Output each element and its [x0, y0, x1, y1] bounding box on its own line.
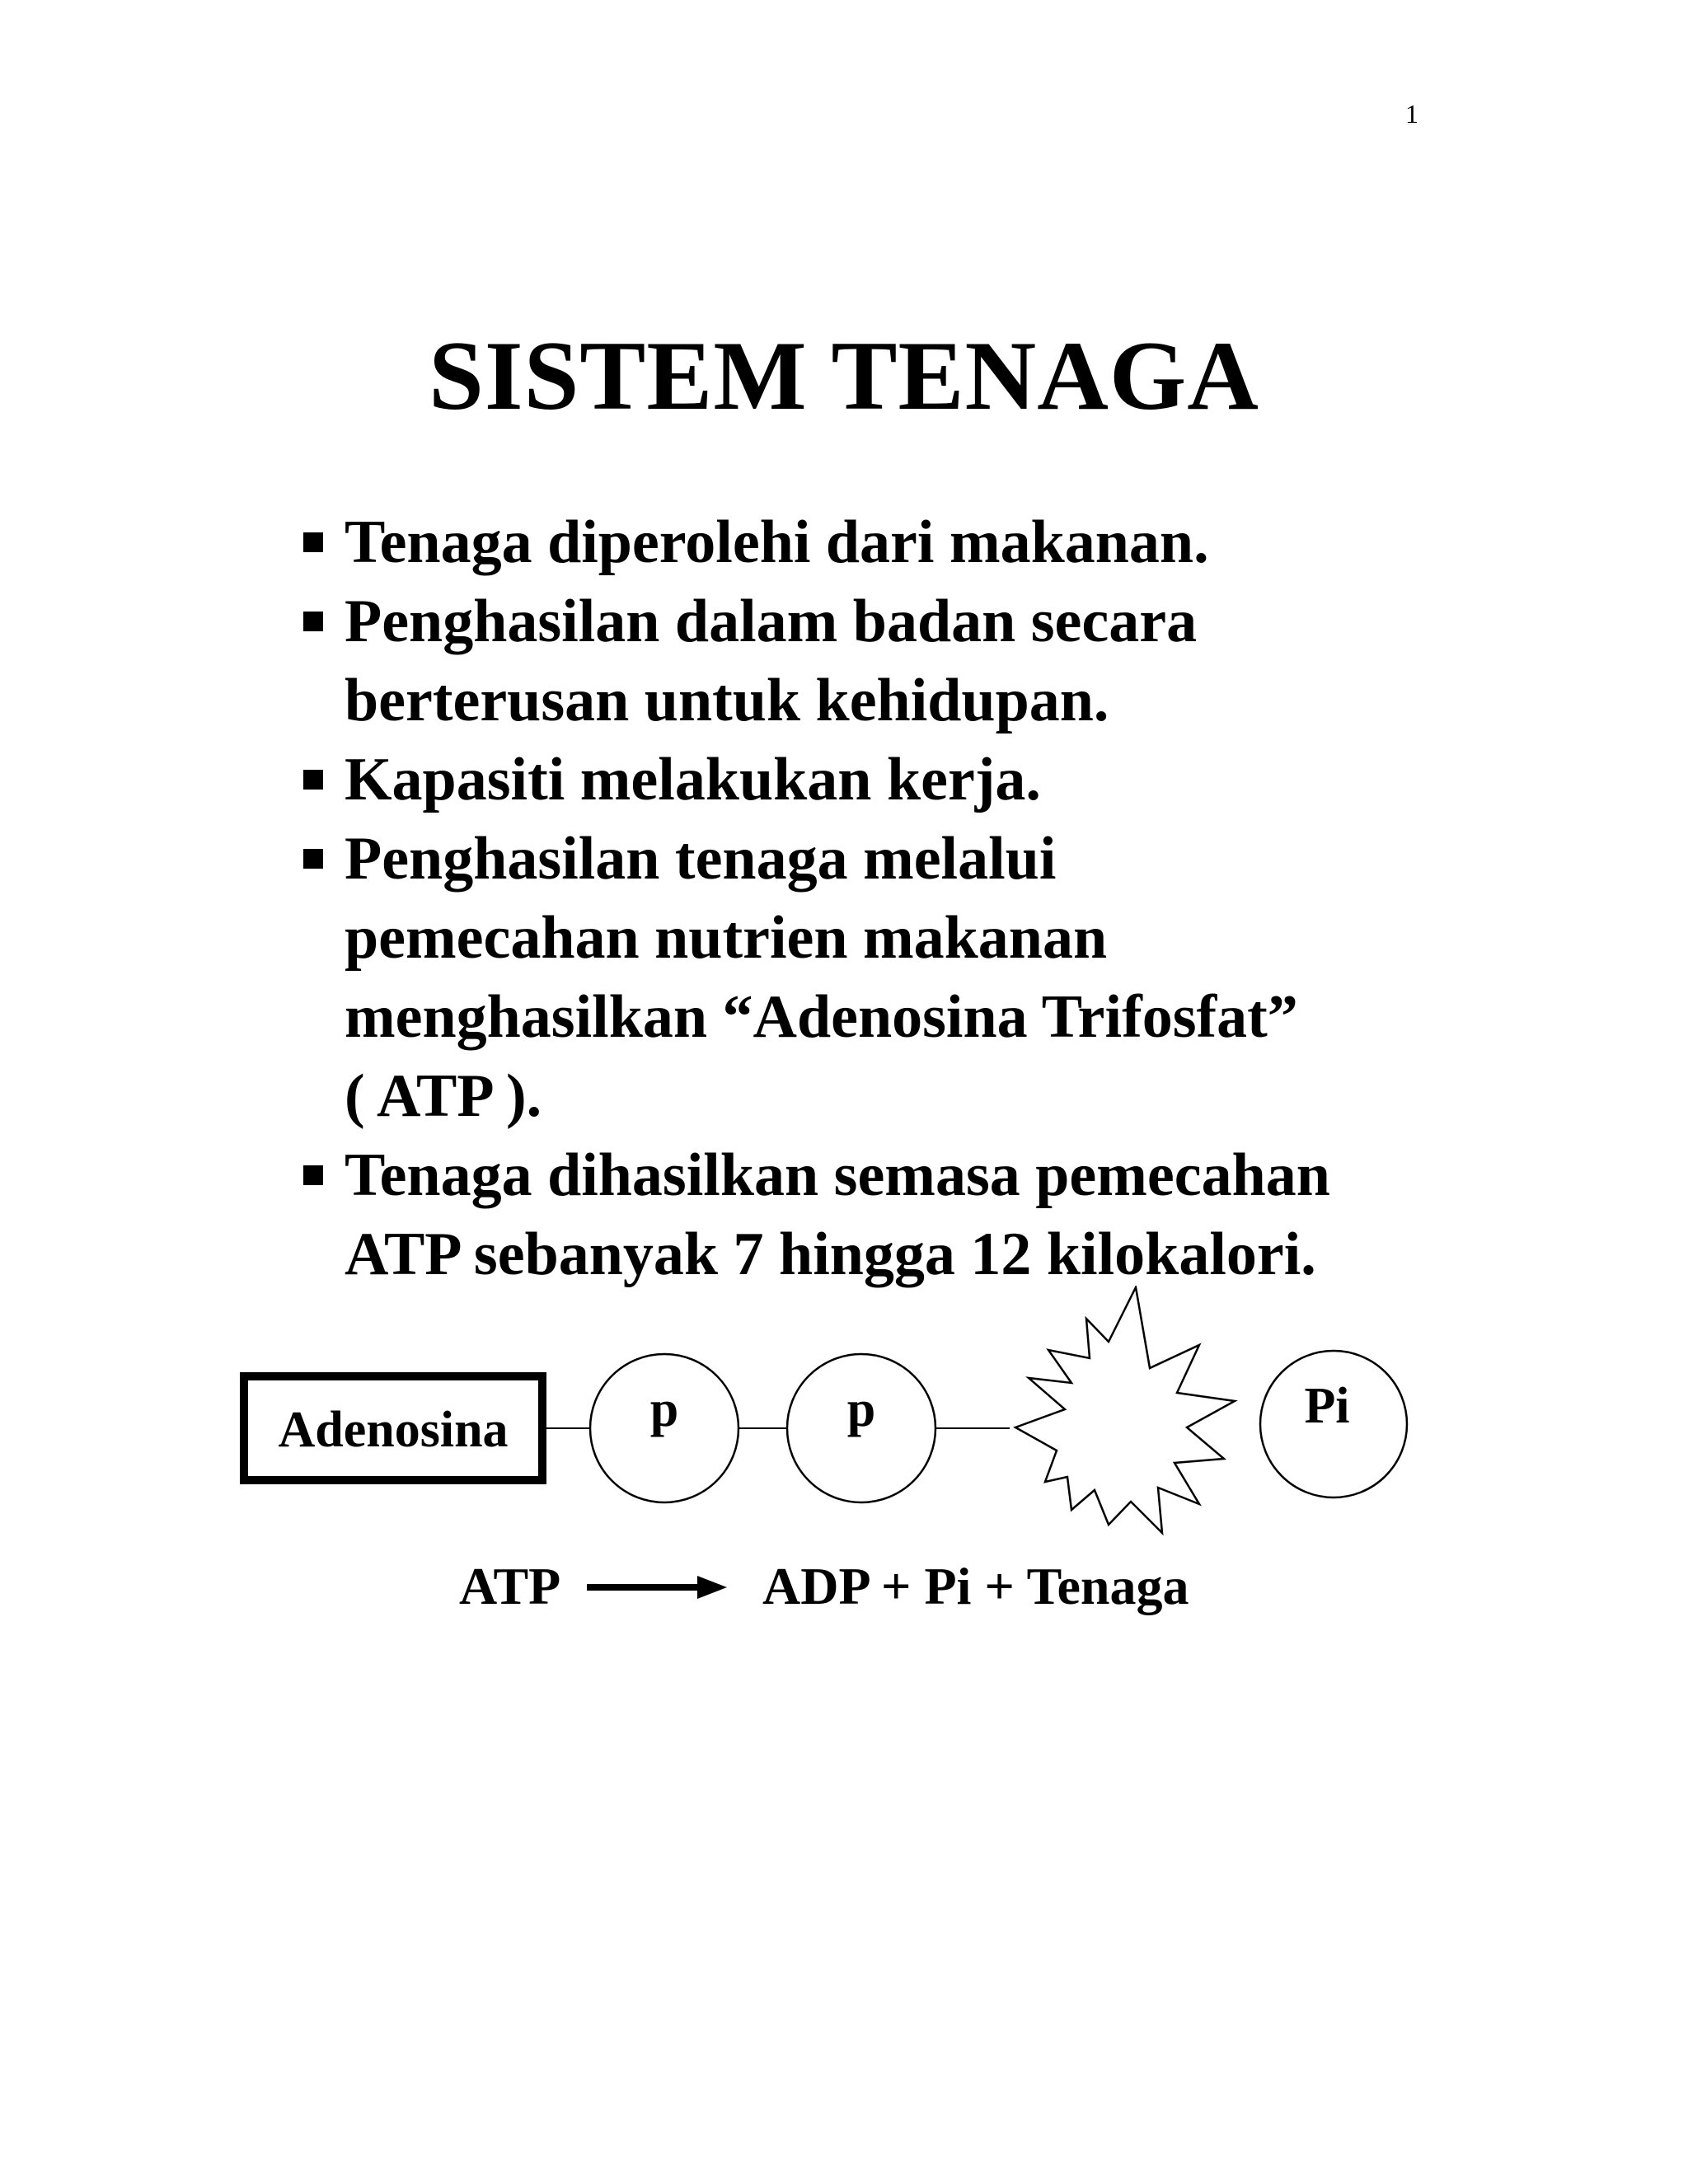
bullet-text: Penghasilan tenaga melalui pemecahan nutrien makanan menghasilkan “Adenosina Trifosfat” ( ATP ).	[345, 825, 1298, 1130]
energy-burst-icon	[1015, 1287, 1235, 1533]
bullet-text: Tenaga diperolehi dari makanan.	[345, 509, 1209, 576]
square-bullet-icon	[303, 1165, 323, 1185]
square-bullet-icon	[303, 849, 323, 869]
square-bullet-icon	[303, 770, 323, 790]
bullet-text: Kapasiti melakukan kerja.	[345, 746, 1041, 813]
phosphate-label: p	[649, 1381, 679, 1437]
square-bullet-icon	[303, 532, 323, 552]
bullet-item	[297, 503, 1517, 582]
bullet-item	[297, 819, 1517, 1136]
bullet-item	[297, 1136, 1517, 1294]
page-title: SISTEM TENAGA	[429, 321, 1259, 430]
bullet-item	[297, 740, 1517, 819]
bullet-item	[297, 582, 1517, 740]
bullet-text: Penghasilan dalam badan secara berterusan untuk kehidupan.	[345, 588, 1198, 734]
bullet-text: Tenaga dihasilkan semasa pemecahan ATP sebanyak 7 hingga 12 kilokalori.	[345, 1141, 1330, 1288]
page-number: 1	[1405, 99, 1418, 129]
phosphate-label: p	[846, 1381, 876, 1437]
bullet-list	[297, 503, 1517, 1294]
atp-equation	[0, 1549, 1688, 1624]
adenosine-label: Adenosina	[278, 1402, 509, 1458]
equation-reactant: ATP	[459, 1557, 561, 1615]
equation-products: ADP + Pi + Tenaga	[762, 1557, 1189, 1615]
released-phosphate-label: Pi	[1304, 1378, 1350, 1434]
reaction-arrow-icon	[587, 1572, 727, 1602]
square-bullet-icon	[303, 612, 323, 631]
